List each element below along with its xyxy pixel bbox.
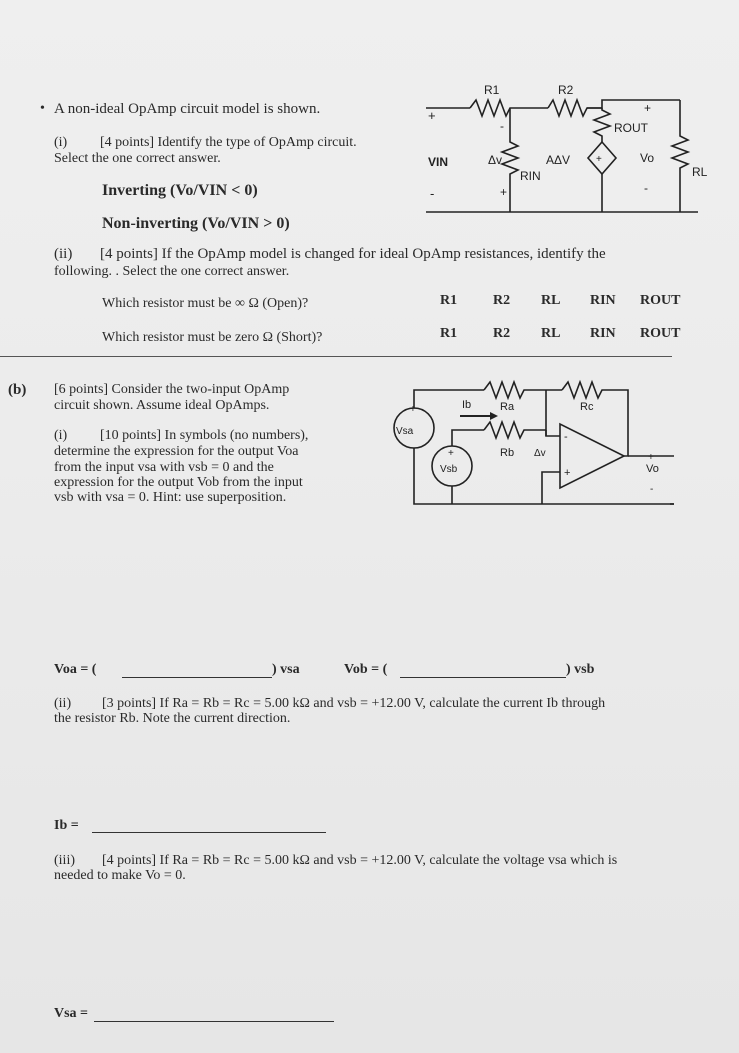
rb-resistor [484,422,546,438]
question-i-text: [4 points] Identify the type of OpAmp circuit. [100,135,357,150]
part-b-label: (b) [8,382,27,398]
bullet: • [40,101,45,116]
c2-vo: Vo [646,463,659,475]
ib-answer-blank[interactable] [92,832,326,833]
short-option-r1[interactable]: R1 [440,326,458,341]
c2-rb: Rb [500,447,515,459]
option-noninverting[interactable]: Non-inverting (Vo/VIN > 0) [102,215,290,232]
c2-ib: Ib [462,399,472,411]
rout-resistor [594,108,610,142]
voa-label: Voa = ( [54,662,97,677]
c1-vo-minus: - [644,181,648,195]
c1-plus-left: + [428,108,436,123]
c1-vin: VIN [428,155,449,169]
c2-plus-input: + [564,467,571,479]
c2-dv: Δv [534,448,546,459]
ib-label: Ib = [54,818,79,833]
c1-vo: Vo [640,151,655,165]
ra-resistor [484,382,562,398]
c1-rout: ROUT [614,121,648,135]
row-open-question: Which resistor must be ∞ Ω (Open)? [102,296,309,311]
voa-answer-blank[interactable] [122,677,272,678]
c2-vsb-plus: + [448,448,454,459]
part-b-i-line-2: determine the expression for the output Voa [54,444,299,459]
c1-rin: RIN [520,169,541,183]
short-option-rin[interactable]: RIN [590,326,616,341]
c1-minus-left: - [430,186,435,201]
c2-ra: Ra [500,401,515,413]
part-b-iii-line-1: [4 points] If Ra = Rb = Rc = 5.00 kΩ and vsb = +12.00 V, calculate the voltage vsa which is [102,853,618,868]
c1-adv: AΔV [546,153,571,167]
vsa-answer-blank[interactable] [94,1021,334,1022]
section-divider [0,356,672,357]
c2-vsa: Vsa [396,426,414,437]
part-b-i-line-1: [10 points] In symbols (no numbers), [100,428,309,443]
vob-label: Vob = ( [344,662,388,677]
ib-arrow-icon [490,412,498,420]
c1-rl: RL [692,165,708,179]
r1-resistor [470,100,548,116]
c2-vo-plus: + [648,452,654,463]
c1-dv: Δv [488,153,503,167]
question-ii-text-1: [4 points] If the OpAmp model is changed for ideal OpAmp resistances, identify the [100,246,606,262]
c2-rc: Rc [580,401,594,413]
part-b-i-line-3: from the input vsa with vsb = 0 and the [54,460,274,475]
open-option-rl[interactable]: RL [541,293,561,308]
c1-dv-minus: - [500,119,504,133]
open-option-r1[interactable]: R1 [440,293,458,308]
part-b-ii-label: (ii) [54,696,72,711]
part-b-iii-label: (iii) [54,853,75,868]
c2-vsa-plus: + [410,404,416,415]
part-b-ii-line-1: [3 points] If Ra = Rb = Rc = 5.00 kΩ and vsb = +12.00 V, calculate the current Ib through [102,696,606,711]
short-option-rout[interactable]: ROUT [640,326,681,341]
circuit-2-diagram [384,376,684,506]
part-b-ii-line-2: the resistor Rb. Note the current direction. [54,711,291,726]
c1-dv-plus: + [500,185,508,199]
short-option-rl[interactable]: RL [541,326,561,341]
open-option-rin[interactable]: RIN [590,293,616,308]
part-b-i-label: (i) [54,428,68,443]
c2-vo-minus: - [650,484,654,495]
option-inverting[interactable]: Inverting (Vo/VIN < 0) [102,182,258,199]
short-option-r2[interactable]: R2 [493,326,511,341]
open-option-rout[interactable]: ROUT [640,293,681,308]
rc-resistor [562,382,628,436]
row-short-question: Which resistor must be zero Ω (Short)? [102,330,323,345]
c1-vo-plus: + [644,101,652,115]
question-i-sub: Select the one correct answer. [54,151,221,166]
dependent-source [588,142,616,174]
rl-resistor [672,100,688,212]
vob-tail: ) vsb [566,662,595,677]
vob-answer-blank[interactable] [400,677,566,678]
part-b-iii-line-2: needed to make Vo = 0. [54,868,186,883]
part-b-i-line-4: expression for the output Vob from the input [54,475,303,490]
question-i-label: (i) [54,135,68,150]
circuit-1-diagram [418,80,718,220]
question-ii-text-2: following. . Select the one correct answer. [54,264,290,279]
part-b-intro-1: [6 points] Consider the two-input OpAmp [54,382,290,397]
c1-r1: R1 [484,83,500,97]
vsa-label: Vsa = [54,1006,89,1021]
part-b-intro-2: circuit shown. Assume ideal OpAmps. [54,398,270,413]
part-b-i-line-5: vsb with vsa = 0. Hint: use superposition. [54,490,287,505]
c1-src-plus: + [596,154,602,165]
c1-r2: R2 [558,83,574,97]
voa-tail: ) vsa [272,662,300,677]
c2-vsb: Vsb [440,464,458,475]
intro-text: A non-ideal OpAmp circuit model is shown. [54,101,321,117]
question-ii-label: (ii) [54,246,73,262]
open-option-r2[interactable]: R2 [493,293,511,308]
c2-minus-input: - [564,431,568,443]
